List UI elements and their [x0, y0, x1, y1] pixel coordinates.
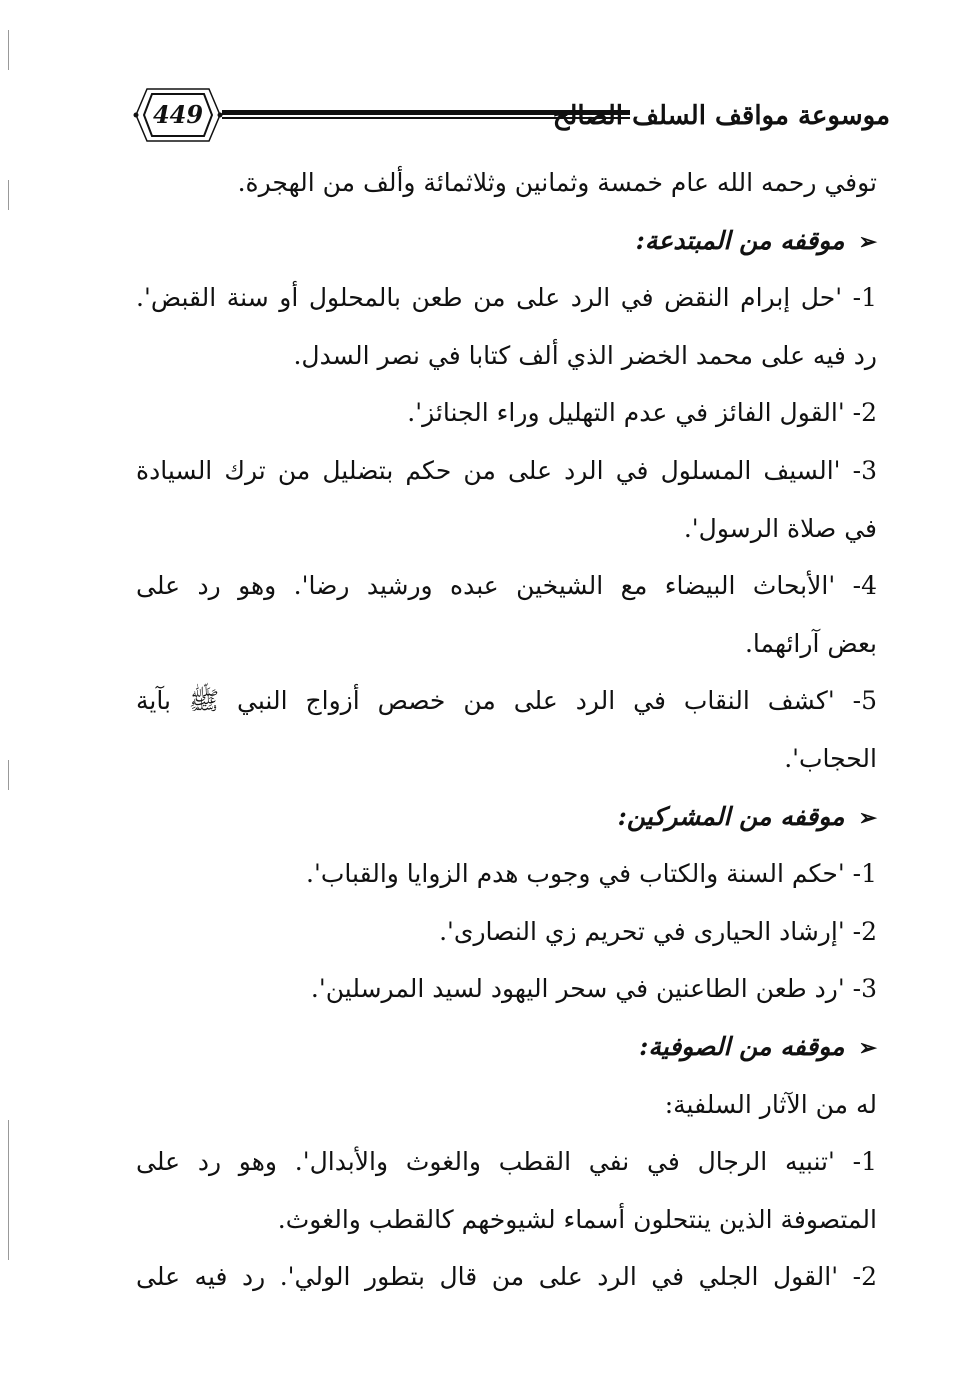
section-heading-text: موقفه من المشركين:	[617, 801, 845, 831]
body-line: بعض آرائهما.	[744, 628, 877, 658]
body-line: 4- 'الأبحاث البيضاء مع الشيخين عبده ورشيد رضا'. وهو رد على	[136, 571, 877, 601]
arrow-bullet-icon: ➢	[858, 228, 877, 255]
page-number: 449	[152, 100, 204, 129]
body-line: 2- 'القول الفائز في عدم التهليل وراء الجنائز'.	[407, 398, 877, 428]
scan-margin-mark	[8, 760, 9, 790]
body-line: المتصوفة الذين ينتحلون أسماء لشيوخهم كالقطب والغوث.	[277, 1204, 877, 1234]
body-line: في صلاة الرسول'.	[683, 513, 877, 543]
body-line: 1- 'حل إبرام النقض في الرد على من طعن بالمحلول أو سنة القبض'.	[136, 283, 877, 313]
arrow-bullet-icon: ➢	[858, 1034, 877, 1061]
body-line: الحجاب'.	[784, 743, 877, 773]
page-body	[136, 154, 877, 1306]
arrow-bullet-icon: ➢	[858, 804, 877, 831]
body-line: 2- 'إرشاد الحيارى في تحريم زي النصارى'.	[439, 916, 877, 946]
page-number-badge	[132, 86, 224, 144]
section-heading-text: موقفه من المبتدعة:	[635, 225, 845, 255]
scan-margin-mark	[8, 1120, 9, 1260]
section-heading	[136, 212, 877, 270]
body-line: توفي رحمه الله عام خمسة وثمانين وثلاثمائة وألف من الهجرة.	[237, 168, 877, 197]
scan-margin-mark	[8, 180, 9, 210]
body-line: رد فيه على محمد الخضر الذي ألف كتابا في نصر السدل.	[293, 340, 877, 370]
scan-margin-mark	[8, 30, 9, 70]
section-heading	[136, 1018, 877, 1076]
page-header	[130, 84, 890, 154]
book-title: موسوعة مواقف السلف الصالح	[552, 101, 890, 131]
body-line: 3- 'السيف المسلول في الرد على من حكم بتضليل من ترك السيادة	[136, 455, 877, 485]
section-heading	[136, 788, 877, 846]
body-line: 2- 'القول الجلي في الرد على من قال بتطور الولي'. رد فيه على	[136, 1262, 877, 1292]
body-line: 1- 'حكم السنة والكتاب في وجوب هدم الزوايا والقباب'.	[306, 859, 877, 889]
body-line: 1- 'تنبيه الرجال في نفي القطب والغوث والأبدال'. وهو رد على	[136, 1147, 877, 1177]
section-heading-text: موقفه من الصوفية:	[639, 1031, 845, 1061]
body-line: 3- 'رد طعن الطاعنين في سحر اليهود لسيد المرسلين'.	[310, 974, 877, 1004]
body-line: له من الآثار السلفية:	[664, 1089, 877, 1119]
body-line: 5- 'كشف النقاب في الرد على من خصص أزواج النبي ﷺ بآية	[136, 686, 877, 716]
